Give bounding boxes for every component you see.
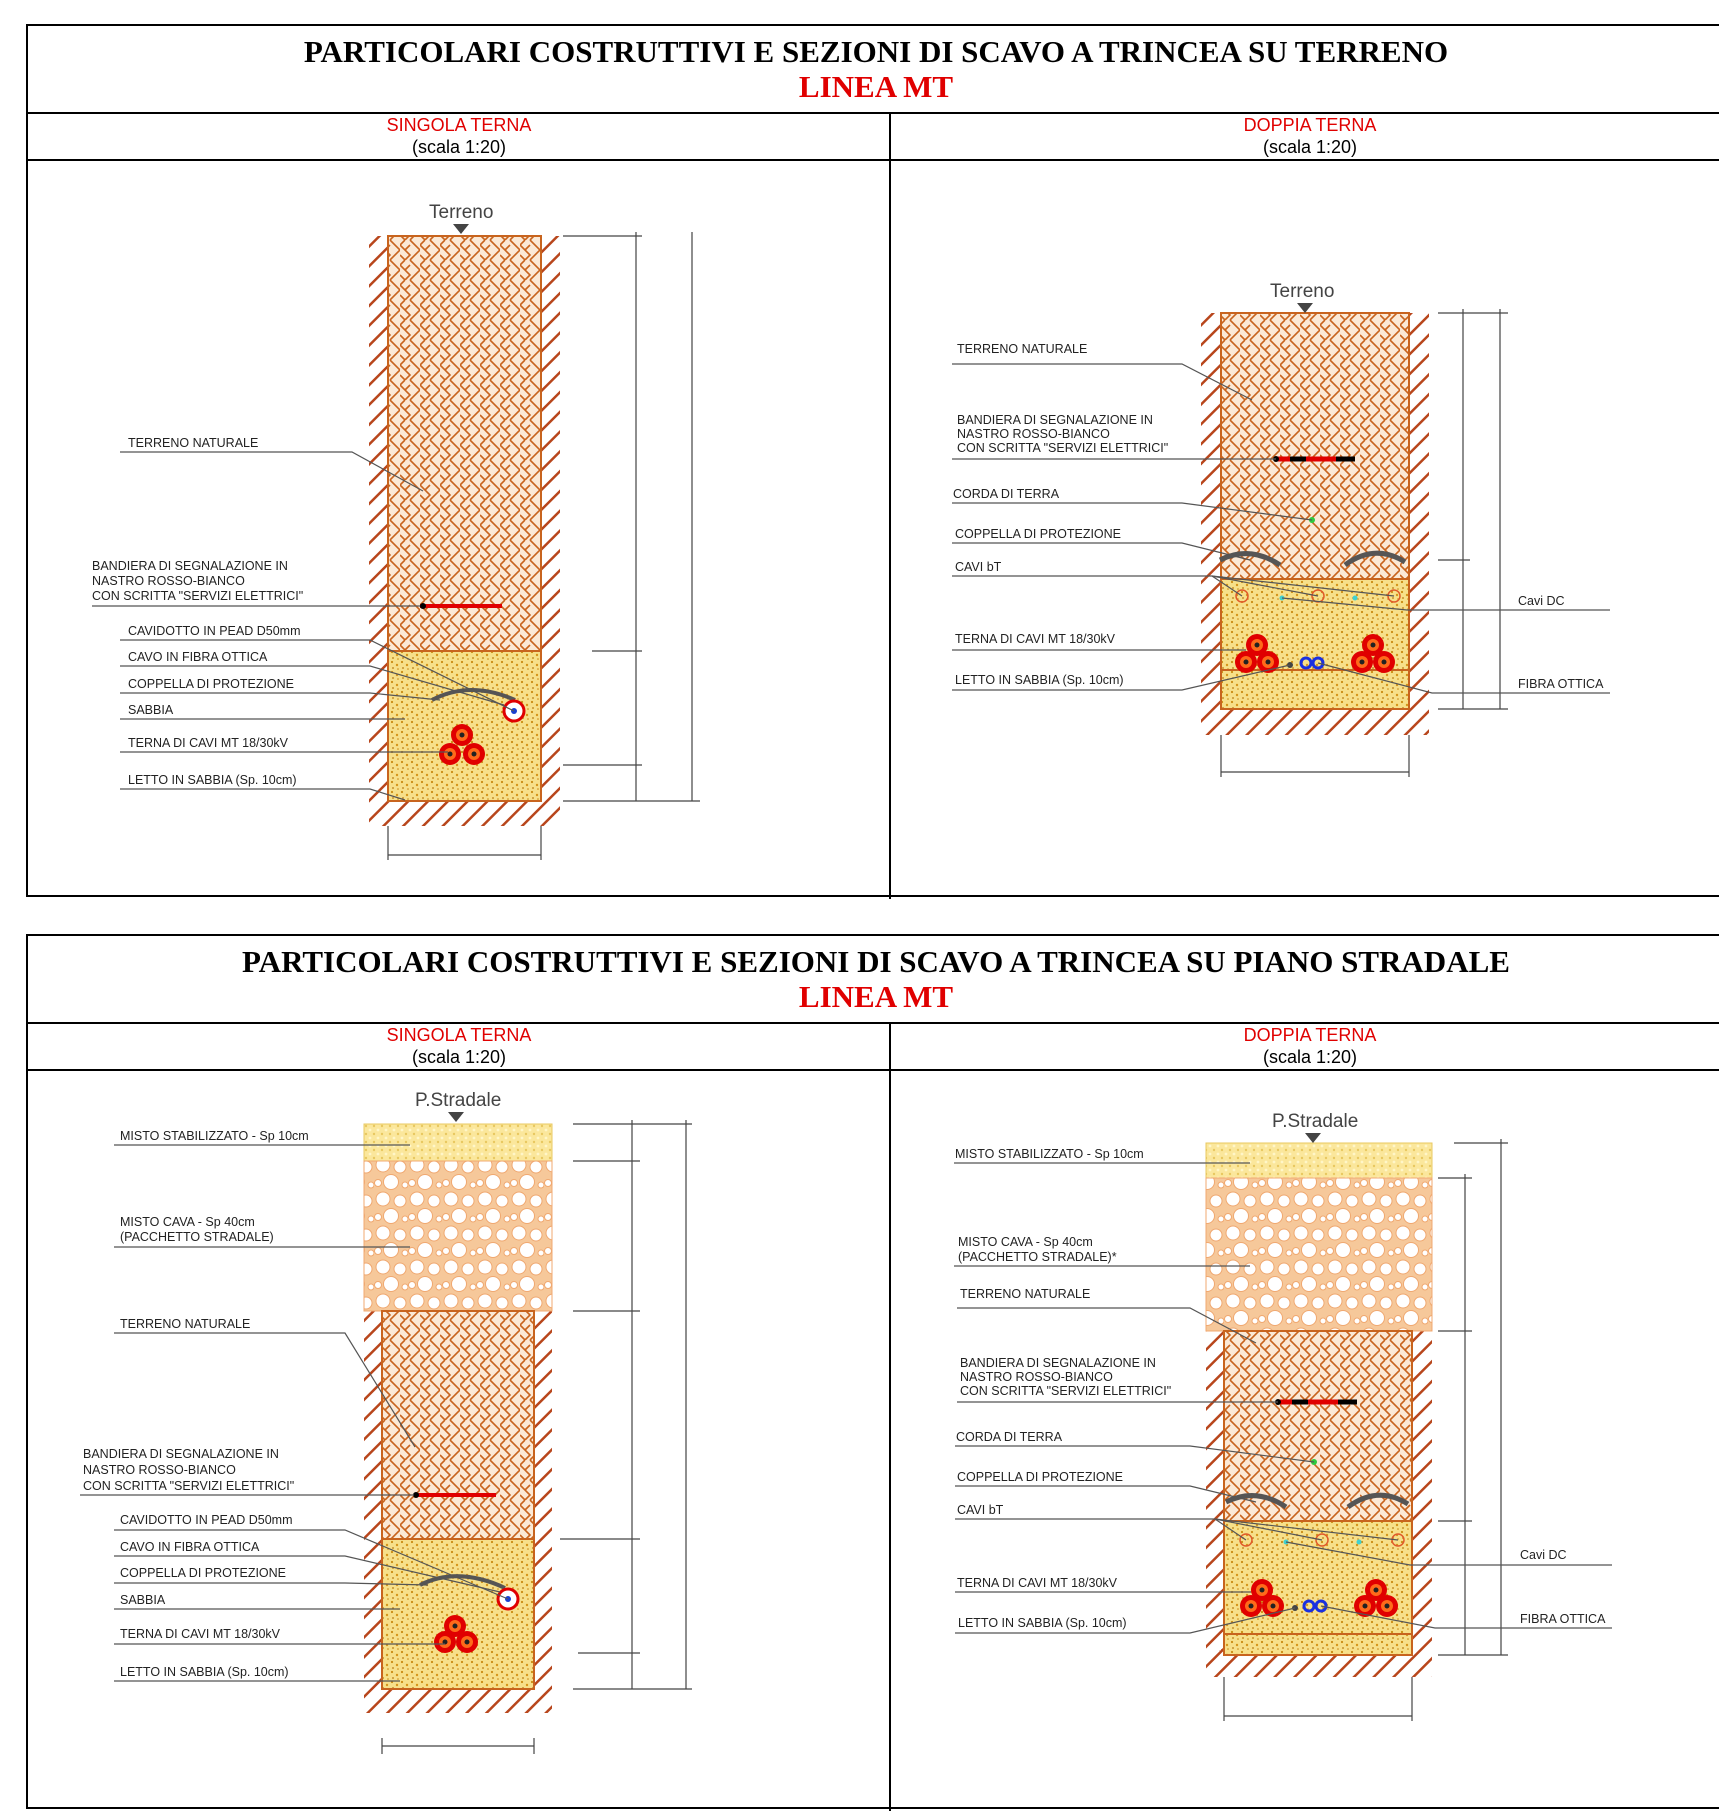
label: (PACCHETTO STRADALE)	[120, 1230, 274, 1244]
bottom-right-title: DOPPIA TERNA	[1243, 1025, 1377, 1045]
bottom-right-scale: (scala 1:20)	[1262, 1047, 1358, 1067]
bottom-left-scale: (scala 1:20)	[411, 1047, 507, 1067]
bottom-left-section	[80, 1090, 692, 1754]
label: Cavi DC	[1520, 1548, 1567, 1562]
bottom-title: PARTICOLARI COSTRUTTIVI E SEZIONI DI SCAVO A TRINCEA SU PIANO STRADALE	[242, 944, 1510, 979]
label: CON SCRITTA "SERVIZI ELETTRICI"	[83, 1479, 295, 1493]
label: CAVIDOTTO IN PEAD D50mm	[120, 1513, 293, 1527]
label: LETTO IN SABBIA (Sp. 10cm)	[128, 773, 297, 787]
bottom-left-title: SINGOLA TERNA	[386, 1025, 532, 1045]
label: CAVO IN FIBRA OTTICA	[128, 650, 268, 664]
label: MISTO STABILIZZATO - Sp 10cm	[955, 1147, 1144, 1161]
top-right-section	[952, 281, 1610, 777]
top-right-scale: (scala 1:20)	[1262, 137, 1358, 157]
bottom-right-surface: P.Stradale	[1272, 1111, 1359, 1132]
label: NASTRO ROSSO-BIANCO	[83, 1463, 236, 1477]
label: Cavi DC	[1518, 594, 1565, 608]
label: MISTO CAVA - Sp 40cm	[958, 1235, 1093, 1249]
label: COPPELLA DI PROTEZIONE	[957, 1470, 1124, 1484]
label: FIBRA OTTICA	[1518, 677, 1604, 691]
top-right-title: DOPPIA TERNA	[1243, 115, 1377, 135]
label: FIBRA OTTICA	[1520, 1612, 1606, 1626]
top-left-section	[92, 202, 700, 860]
bottom-subtitle: LINEA MT	[798, 979, 954, 1014]
label: CAVIDOTTO IN PEAD D50mm	[128, 624, 301, 638]
label: COPPELLA DI PROTEZIONE	[120, 1566, 287, 1580]
label: CON SCRITTA "SERVIZI ELETTRICI"	[960, 1384, 1172, 1398]
label: CORDA DI TERRA	[956, 1430, 1063, 1444]
label: TERNA DI CAVI MT 18/30kV	[955, 632, 1116, 646]
top-subtitle: LINEA MT	[798, 69, 954, 104]
label: MISTO CAVA - Sp 40cm	[120, 1215, 255, 1229]
label: (PACCHETTO STRADALE)*	[958, 1250, 1117, 1264]
label: NASTRO ROSSO-BIANCO	[960, 1370, 1113, 1384]
label: LETTO IN SABBIA (Sp. 10cm)	[120, 1665, 289, 1679]
label: CON SCRITTA "SERVIZI ELETTRICI"	[957, 441, 1169, 455]
label: TERRENO NATURALE	[128, 436, 259, 450]
top-left-title: SINGOLA TERNA	[386, 115, 532, 135]
label: CON SCRITTA "SERVIZI ELETTRICI"	[92, 589, 304, 603]
label: COPPELLA DI PROTEZIONE	[955, 527, 1122, 541]
top-left-surface: Terreno	[429, 202, 494, 223]
label: TERRENO NATURALE	[957, 342, 1088, 356]
label: TERNA DI CAVI MT 18/30kV	[957, 1576, 1118, 1590]
label: SABBIA	[120, 1593, 166, 1607]
label: TERNA DI CAVI MT 18/30kV	[128, 736, 289, 750]
label: TERRENO NATURALE	[960, 1287, 1091, 1301]
top-right-surface: Terreno	[1270, 281, 1335, 302]
label: CORDA DI TERRA	[953, 487, 1060, 501]
label: CAVO IN FIBRA OTTICA	[120, 1540, 260, 1554]
label: NASTRO ROSSO-BIANCO	[92, 574, 245, 588]
label: MISTO STABILIZZATO - Sp 10cm	[120, 1129, 309, 1143]
label: BANDIERA DI SEGNALAZIONE IN	[957, 413, 1153, 427]
label: CAVI bT	[955, 560, 1002, 574]
label: TERNA DI CAVI MT 18/30kV	[120, 1627, 281, 1641]
bottom-left-surface: P.Stradale	[415, 1090, 502, 1111]
top-left-scale: (scala 1:20)	[411, 137, 507, 157]
label: NASTRO ROSSO-BIANCO	[957, 427, 1110, 441]
label: BANDIERA DI SEGNALAZIONE IN	[92, 559, 288, 573]
label: LETTO IN SABBIA (Sp. 10cm)	[958, 1616, 1127, 1630]
label: BANDIERA DI SEGNALAZIONE IN	[83, 1447, 279, 1461]
label: BANDIERA DI SEGNALAZIONE IN	[960, 1356, 1156, 1370]
label: COPPELLA DI PROTEZIONE	[128, 677, 295, 691]
label: LETTO IN SABBIA (Sp. 10cm)	[955, 673, 1124, 687]
label: CAVI bT	[957, 1503, 1004, 1517]
label: SABBIA	[128, 703, 174, 717]
label: TERRENO NATURALE	[120, 1317, 251, 1331]
top-title: PARTICOLARI COSTRUTTIVI E SEZIONI DI SCAVO A TRINCEA SU TERRENO	[303, 34, 1449, 69]
bottom-right-section	[954, 1111, 1612, 1721]
